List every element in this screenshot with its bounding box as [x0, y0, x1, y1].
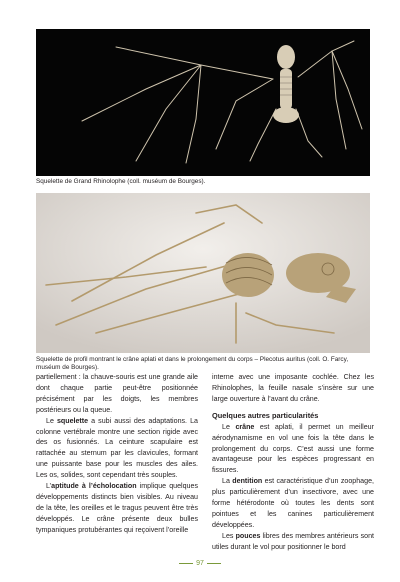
profile-skeleton-photo [36, 193, 370, 353]
paragraph-teeth-prefix: La [222, 477, 233, 486]
paragraph-wing: partiellement : la chauve-souris est une grande aile dont chaque partie peut-être positionnée précisément par les doigts, les membres postérieurs ou la queue. [36, 373, 198, 414]
keyword-crane: crâne [235, 422, 255, 431]
footer-rule-right [207, 563, 221, 564]
keyword-pouces: pouces [235, 531, 261, 540]
paragraph-skull-prefix: Le [222, 422, 236, 431]
right-text-column [212, 372, 374, 553]
paragraph-skeleton-prefix: Le [46, 416, 57, 425]
paragraph-echolocation-prefix: L’ [46, 482, 52, 491]
paragraph-thumbs-prefix: Les [222, 531, 236, 540]
keyword-echolocation: aptitude à l’écholocation [51, 482, 137, 491]
footer-rule-left [179, 563, 193, 564]
paragraph-skull-body: est aplati, il permet un meilleur aérodynamisme en vol une fois la tête dans le prolongement du corps. C’est aussi une forme avantageuse pour les espèces progressant en fissures. [212, 422, 374, 475]
keyword-squelette: squelette [56, 416, 89, 425]
bottom-photo-caption: Squelette de profil montrant le crâne aplati et dans le prolongement du corps – Plecotus auritus (coll. O. Farcy, muséum de Bourges). [36, 356, 349, 372]
page-footer [0, 560, 400, 567]
bat-skeleton-illustration [36, 29, 370, 176]
paragraph-thumbs-body: libres des membres antérieurs sont utiles durant le vol pour positionner le bord [212, 531, 374, 551]
bat-skeleton-photo [36, 29, 370, 176]
paragraph-skull [212, 422, 374, 477]
paragraph-skeleton-body: a subi aussi des adaptations. La colonne vertébrale montre une section rigide avec des os fusionnés. La ceinture scapulaire est rattachée au sternum par les clavicules, formant une puissante base pour les muscles des ailes. Les os, solides, sont cependant très souples. [36, 416, 198, 480]
keyword-dentition: dentition [232, 477, 263, 486]
left-text-column [36, 372, 198, 536]
section-heading: Quelques autres particularités [212, 410, 319, 420]
paragraph-cochlea: interne avec une imposante cochlée. Chez les Rhinolophes, la feuille nasale s’insère sur une large ouverture à l’avant du crâne. [212, 373, 374, 403]
paragraph-thumbs [212, 531, 374, 553]
paragraph-skeleton [36, 416, 198, 481]
top-photo-caption: Squelette de Grand Rhinolophe (coll. muséum de Bourges). [36, 178, 206, 185]
profile-skeleton-illustration [36, 193, 370, 353]
page-number: 97 [196, 560, 204, 567]
paragraph-echolocation [36, 481, 198, 536]
paragraph-echolocation-body: implique quelques développements distincts bien visibles. Au niveau de la tête, les oreilles et le tragus peuvent être très développés. Le crâne présente deux bulles tympaniques protubérantes qui reçoivent l’oreille [36, 482, 198, 534]
paragraph-teeth-body: est caractéristique d’un zoophage, plus particulièrement d’un insectivore, avec une forme hétérodonte où toutes les dents sont pointues et les canines particulièrement développées. [212, 477, 374, 529]
paragraph-teeth [212, 476, 374, 531]
